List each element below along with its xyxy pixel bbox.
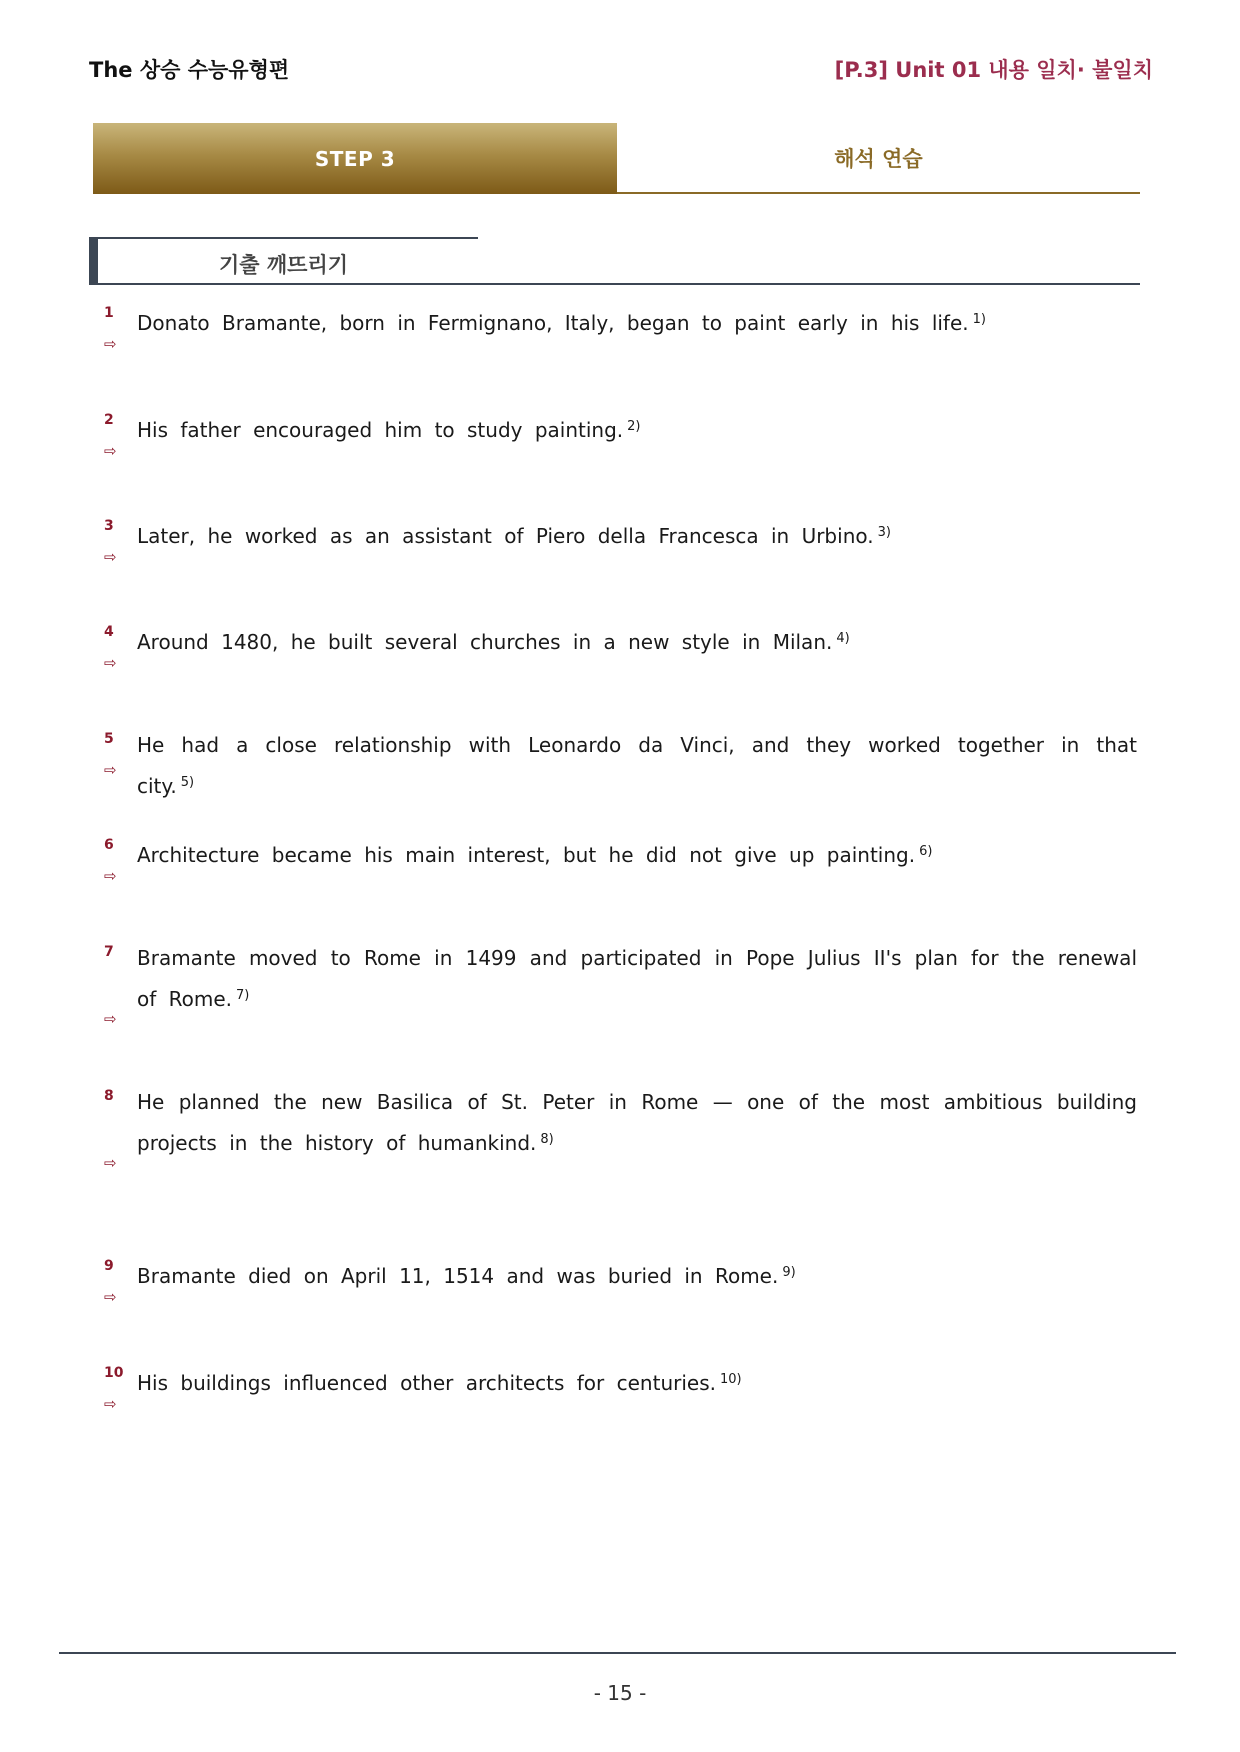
answer-arrow-icon: ⇨ (104, 1010, 117, 1028)
item-sentence: Architecture became his main interest, but he did not give up painting. $^{6)}$ (137, 843, 933, 867)
answer-arrow-icon: ⇨ (104, 654, 117, 672)
page-number: - 15 - (593, 1681, 647, 1705)
answer-arrow-icon: ⇨ (104, 1395, 117, 1413)
step-title: 해석 연습 (617, 123, 1140, 194)
item-number: 1 (104, 305, 114, 321)
item-sentence: Later, he worked as an assistant of Piero della Francesca in Urbino. $^{3)}$ (137, 524, 891, 548)
item-sentence: His father encouraged him to study painting. $^{2)}$ (137, 418, 641, 442)
book-title: The 상승 수능유형편 (89, 58, 290, 82)
item-number: 8 (104, 1088, 114, 1104)
step-banner (93, 123, 1140, 194)
footnote-marker: 10) (719, 1372, 742, 1387)
footnote-marker: 1) (972, 312, 986, 327)
section-bottom-rule (89, 283, 1140, 285)
footnote-marker: 6) (919, 844, 933, 859)
section-header (89, 237, 1140, 285)
item-sentence: Donato Bramante, born in Fermignano, Italy, began to paint early in his life. $^{1)}$ (137, 311, 986, 335)
item-sentence: He planned the new Basilica of St. Peter in Rome — one of the most ambitious building projects in the history of humankind. $^{8)}$ (137, 1090, 1137, 1155)
item-number: 5 (104, 731, 114, 747)
item-sentence: Bramante moved to Rome in 1499 and participated in Pope Julius II's plan for the renewal of Rome. $^{7)}$ (137, 946, 1137, 1011)
item-sentence: Around 1480, he built several churches in a new style in Milan. $^{4)}$ (137, 630, 850, 654)
item-number: 3 (104, 518, 114, 534)
footnote-marker: 3) (877, 525, 891, 540)
footnote-marker: 9) (782, 1265, 796, 1280)
item-number: 9 (104, 1258, 114, 1274)
footnote-marker: 2) (627, 419, 641, 434)
answer-arrow-icon: ⇨ (104, 548, 117, 566)
answer-arrow-icon: ⇨ (104, 1288, 117, 1306)
section-top-rule (89, 237, 478, 239)
item-number: 4 (104, 624, 114, 640)
item-number: 7 (104, 944, 114, 960)
item-number: 10 (104, 1365, 124, 1381)
footnote-marker: 8) (540, 1132, 554, 1147)
footer-rule (59, 1652, 1176, 1654)
footnote-marker: 7) (236, 988, 250, 1003)
answer-arrow-icon: ⇨ (104, 1154, 117, 1172)
item-sentence: He had a close relationship with Leonardo da Vinci, and they worked together in that city. $^{5)}$ (137, 733, 1137, 798)
answer-arrow-icon: ⇨ (104, 335, 117, 353)
section-left-bar (89, 237, 98, 285)
unit-title: [P.3] Unit 01 내용 일치· 불일치 (834, 58, 1153, 82)
item-sentence: His buildings influenced other architects for centuries. $^{10)}$ (137, 1371, 742, 1395)
footnote-marker: 4) (836, 631, 850, 646)
answer-arrow-icon: ⇨ (104, 442, 117, 460)
section-title: 기출 깨뜨리기 (219, 253, 349, 277)
item-number: 2 (104, 412, 114, 428)
answer-arrow-icon: ⇨ (104, 761, 117, 779)
step-label: STEP 3 (93, 123, 617, 194)
answer-arrow-icon: ⇨ (104, 867, 117, 885)
footnote-marker: 5) (180, 775, 195, 790)
item-sentence: Bramante died on April 11, 1514 and was buried in Rome. $^{9)}$ (137, 1264, 796, 1288)
item-number: 6 (104, 837, 114, 853)
